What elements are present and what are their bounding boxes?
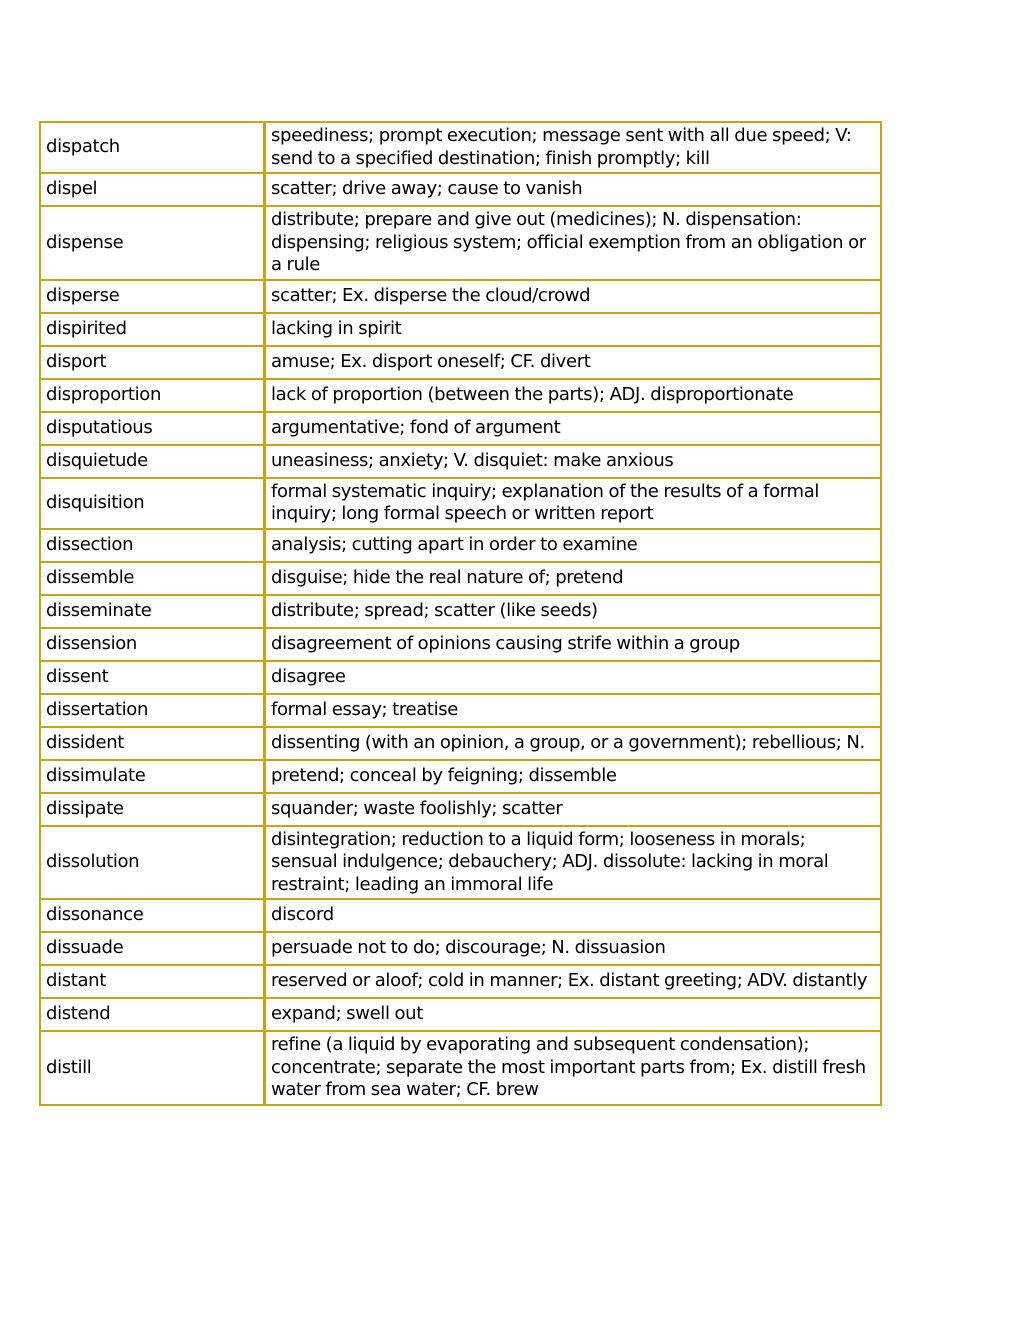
vocab-word: dispel [40,173,264,206]
table-row [40,280,881,313]
vocab-word: disport [40,346,264,379]
table-row [40,562,881,595]
vocab-word: dispirited [40,313,264,346]
vocab-definition: scatter; drive away; cause to vanish [264,173,881,206]
table-row [40,478,881,529]
vocab-word: dispatch [40,122,264,173]
table-row [40,628,881,661]
table-row [40,727,881,760]
vocab-definition: lack of proportion (between the parts); ADJ. disproportionate [264,379,881,412]
table-row [40,206,881,280]
vocab-definition: pretend; conceal by feigning; dissemble [264,760,881,793]
table-row [40,694,881,727]
table-row [40,122,881,173]
vocab-definition: disintegration; reduction to a liquid form; looseness in morals; sensual indulgence; debauchery; ADJ. dissolute: lacking in moral restraint; leading an immoral life [264,826,881,900]
table-row [40,899,881,932]
vocab-word: disquisition [40,478,264,529]
vocab-definition: formal essay; treatise [264,694,881,727]
vocab-word: dissent [40,661,264,694]
vocab-definition: lacking in spirit [264,313,881,346]
vocab-definition: disguise; hide the real nature of; pretend [264,562,881,595]
vocab-word: dissimulate [40,760,264,793]
vocab-word: disquietude [40,445,264,478]
vocab-definition: distribute; spread; scatter (like seeds) [264,595,881,628]
vocab-definition: refine (a liquid by evaporating and subsequent condensation); concentrate; separate the most important parts from; Ex. distill fresh water from sea water; CF. brew [264,1031,881,1105]
table-row [40,173,881,206]
vocab-word: dissection [40,529,264,562]
vocab-word: dissonance [40,899,264,932]
table-row [40,760,881,793]
vocab-definition: scatter; Ex. disperse the cloud/crowd [264,280,881,313]
vocab-definition: persuade not to do; discourage; N. dissuasion [264,932,881,965]
vocab-definition: reserved or aloof; cold in manner; Ex. distant greeting; ADV. distantly [264,965,881,998]
table-row [40,1031,881,1105]
table-row [40,826,881,900]
vocab-definition: discord [264,899,881,932]
vocabulary-table-body [40,122,881,1105]
table-row [40,529,881,562]
vocab-word: dispense [40,206,264,280]
vocab-definition: disagreement of opinions causing strife within a group [264,628,881,661]
vocab-word: distant [40,965,264,998]
vocab-definition: analysis; cutting apart in order to examine [264,529,881,562]
vocab-word: distend [40,998,264,1031]
table-row [40,793,881,826]
vocab-word: dissolution [40,826,264,900]
vocab-definition: amuse; Ex. disport oneself; CF. divert [264,346,881,379]
vocab-word: dissertation [40,694,264,727]
vocab-definition: squander; waste foolishly; scatter [264,793,881,826]
vocab-word: dissemble [40,562,264,595]
table-row [40,661,881,694]
table-row [40,346,881,379]
table-row [40,313,881,346]
document-page [39,121,879,1106]
vocab-definition: argumentative; fond of argument [264,412,881,445]
vocab-definition: distribute; prepare and give out (medicines); N. dispensation: dispensing; religious system; official exemption from an obligation or a rule [264,206,881,280]
table-row [40,412,881,445]
vocab-definition: expand; swell out [264,998,881,1031]
table-row [40,445,881,478]
vocab-word: dissipate [40,793,264,826]
vocab-word: dissension [40,628,264,661]
table-row [40,595,881,628]
vocab-word: disputatious [40,412,264,445]
table-row [40,965,881,998]
vocab-word: disseminate [40,595,264,628]
table-row [40,379,881,412]
vocab-word: dissident [40,727,264,760]
vocab-definition: dissenting (with an opinion, a group, or a government); rebellious; N. [264,727,881,760]
vocab-word: distill [40,1031,264,1105]
vocab-word: disperse [40,280,264,313]
table-row [40,932,881,965]
vocab-word: dissuade [40,932,264,965]
table-row [40,998,881,1031]
vocab-word: disproportion [40,379,264,412]
vocab-definition: speediness; prompt execution; message sent with all due speed; V: send to a specified destination; finish promptly; kill [264,122,881,173]
vocab-definition: disagree [264,661,881,694]
vocab-definition: formal systematic inquiry; explanation of the results of a formal inquiry; long formal speech or written report [264,478,881,529]
vocabulary-table [39,121,882,1106]
vocab-definition: uneasiness; anxiety; V. disquiet: make anxious [264,445,881,478]
